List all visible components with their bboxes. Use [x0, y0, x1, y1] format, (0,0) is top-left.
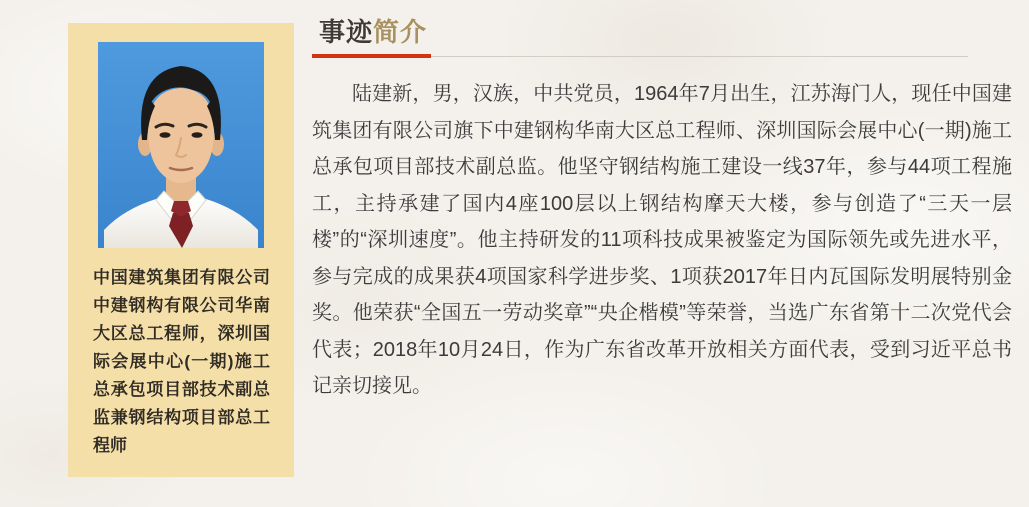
portrait-illustration	[98, 42, 264, 248]
section-title	[312, 16, 1012, 48]
content-section	[312, 16, 1012, 405]
section-title-primary: 事迹	[319, 17, 374, 47]
profile-job-title: 中国建筑集团有限公司中建钢构有限公司华南大区总工程师，深圳国际会展中心(一期)施工总承包项目部技术副总监兼钢结构项目部总工程师	[93, 268, 270, 455]
profile-photo	[98, 42, 264, 248]
section-title-secondary: 简介	[373, 17, 428, 47]
profile-card	[68, 23, 294, 477]
title-underline	[312, 54, 968, 59]
biography-paragraph: 陆建新，男，汉族，中共党员，1964年7月出生，江苏海门人，现任中国建筑集团有限公司旗下中建钢构华南大区总工程师、深圳国际会展中心(一期)施工总承包项目部技术副总监。他坚守钢结构施工建设一线37年，参与44项工程施工，主持承建了国内4座100层以上钢结构摩天大楼，参与创造了“三天一层楼”的“深圳速度”。他主持研发的11项科技成果被鉴定为国际领先或先进水平，参与完成的成果获4项国家科学进步奖、1项获2017年日内瓦国际发明展特别金奖。他荣获“全国五一劳动奖章”“央企楷模”等荣誉，当选广东省第十二次党代会代表；2018年10月24日，作为广东省改革开放相关方面代表，受到习近平总书记亲切接见。	[312, 83, 1012, 397]
title-underline-accent	[312, 54, 431, 58]
